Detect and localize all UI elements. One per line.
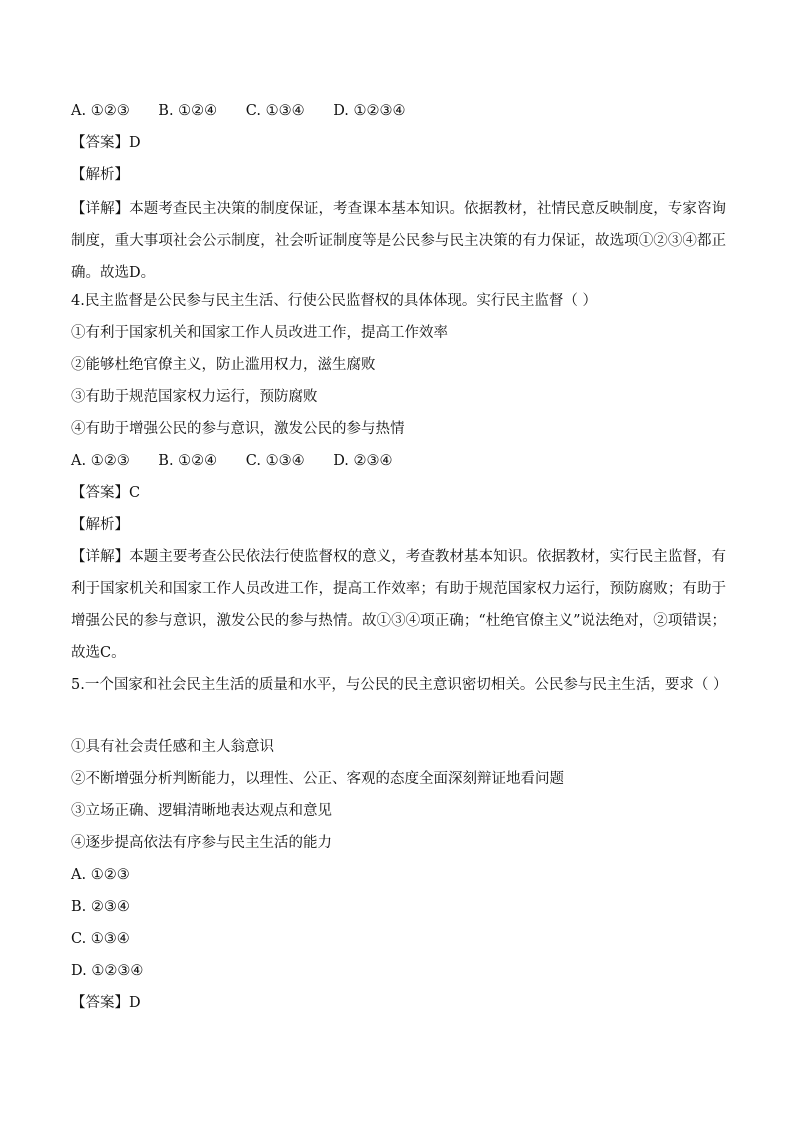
q3-option-b: B. ①②④ [158, 103, 218, 119]
q4-item-1: ①有利于国家机关和国家工作人员改进工作，提高工作效率 [71, 325, 448, 341]
q4-stem: 4.民主监督是公民参与民主生活、行使公民监督权的具体体现。实行民主监督（ ） [71, 293, 597, 309]
q3-option-d: D. ①②③④ [333, 103, 406, 119]
q5-item-3: ③立场正确、逻辑清晰地表达观点和意见 [71, 803, 332, 819]
q3-answer: 【答案】D [71, 135, 141, 151]
q4-option-c: C. ①③④ [245, 453, 305, 469]
q3-option-c: C. ①③④ [245, 103, 305, 119]
q5-option-b: B. ②③④ [71, 899, 130, 915]
q5-item-4: ④逐步提高依法有序参与民主生活的能力 [71, 835, 332, 851]
q5-option-d: D. ①②③④ [71, 963, 144, 979]
q3-option-a: A. ①②③ [71, 103, 130, 119]
q4-item-2: ②能够杜绝官僚主义，防止滥用权力，滋生腐败 [71, 357, 376, 373]
q5-item-1: ①具有社会责任感和主人翁意识 [71, 739, 274, 755]
q4-item-3: ③有助于规范国家权力运行，预防腐败 [71, 389, 318, 405]
q4-option-b: B. ①②④ [158, 453, 218, 469]
q5-answer: 【答案】D [71, 995, 141, 1011]
q3-detail: 【详解】本题考查民主决策的制度保证，考查课本基本知识。依据教材，社情民意反映制度，专家咨询制度，重大事项社会公示制度，社会听证制度等是公民参与民主决策的有力保证，故选项①②③④都正确。故选D。 [71, 201, 726, 281]
q3-options [71, 101, 726, 121]
q5-stem: 5.一个国家和社会民主生活的质量和水平，与公民的民主意识密切相关。公民参与民主生活，要求（ ） [71, 677, 728, 693]
q5-option-a: A. ①②③ [71, 867, 130, 883]
q5-option-c: C. ①③④ [71, 931, 130, 947]
q4-analysis-label: 【解析】 [71, 517, 129, 533]
q4-options [71, 451, 726, 471]
q4-option-d: D. ②③④ [333, 453, 393, 469]
q4-item-4: ④有助于增强公民的参与意识，激发公民的参与热情 [71, 421, 405, 437]
q3-analysis-label: 【解析】 [71, 167, 129, 183]
q4-detail: 【详解】本题主要考查公民依法行使监督权的意义，考查教材基本知识。依据教材，实行民主监督，有利于国家机关和国家工作人员改进工作，提高工作效率；有助于规范国家权力运行，预防腐败；有助于增强公民的参与意识，激发公民的参与热情。故①③④项正确；“杜绝官僚主义”说法绝对，②项错误；故选C。 [71, 549, 726, 661]
q4-option-a: A. ①②③ [71, 453, 130, 469]
q5-item-2: ②不断增强分析判断能力，以理性、公正、客观的态度全面深刻辩证地看问题 [71, 771, 564, 787]
q4-answer: 【答案】C [71, 485, 141, 501]
